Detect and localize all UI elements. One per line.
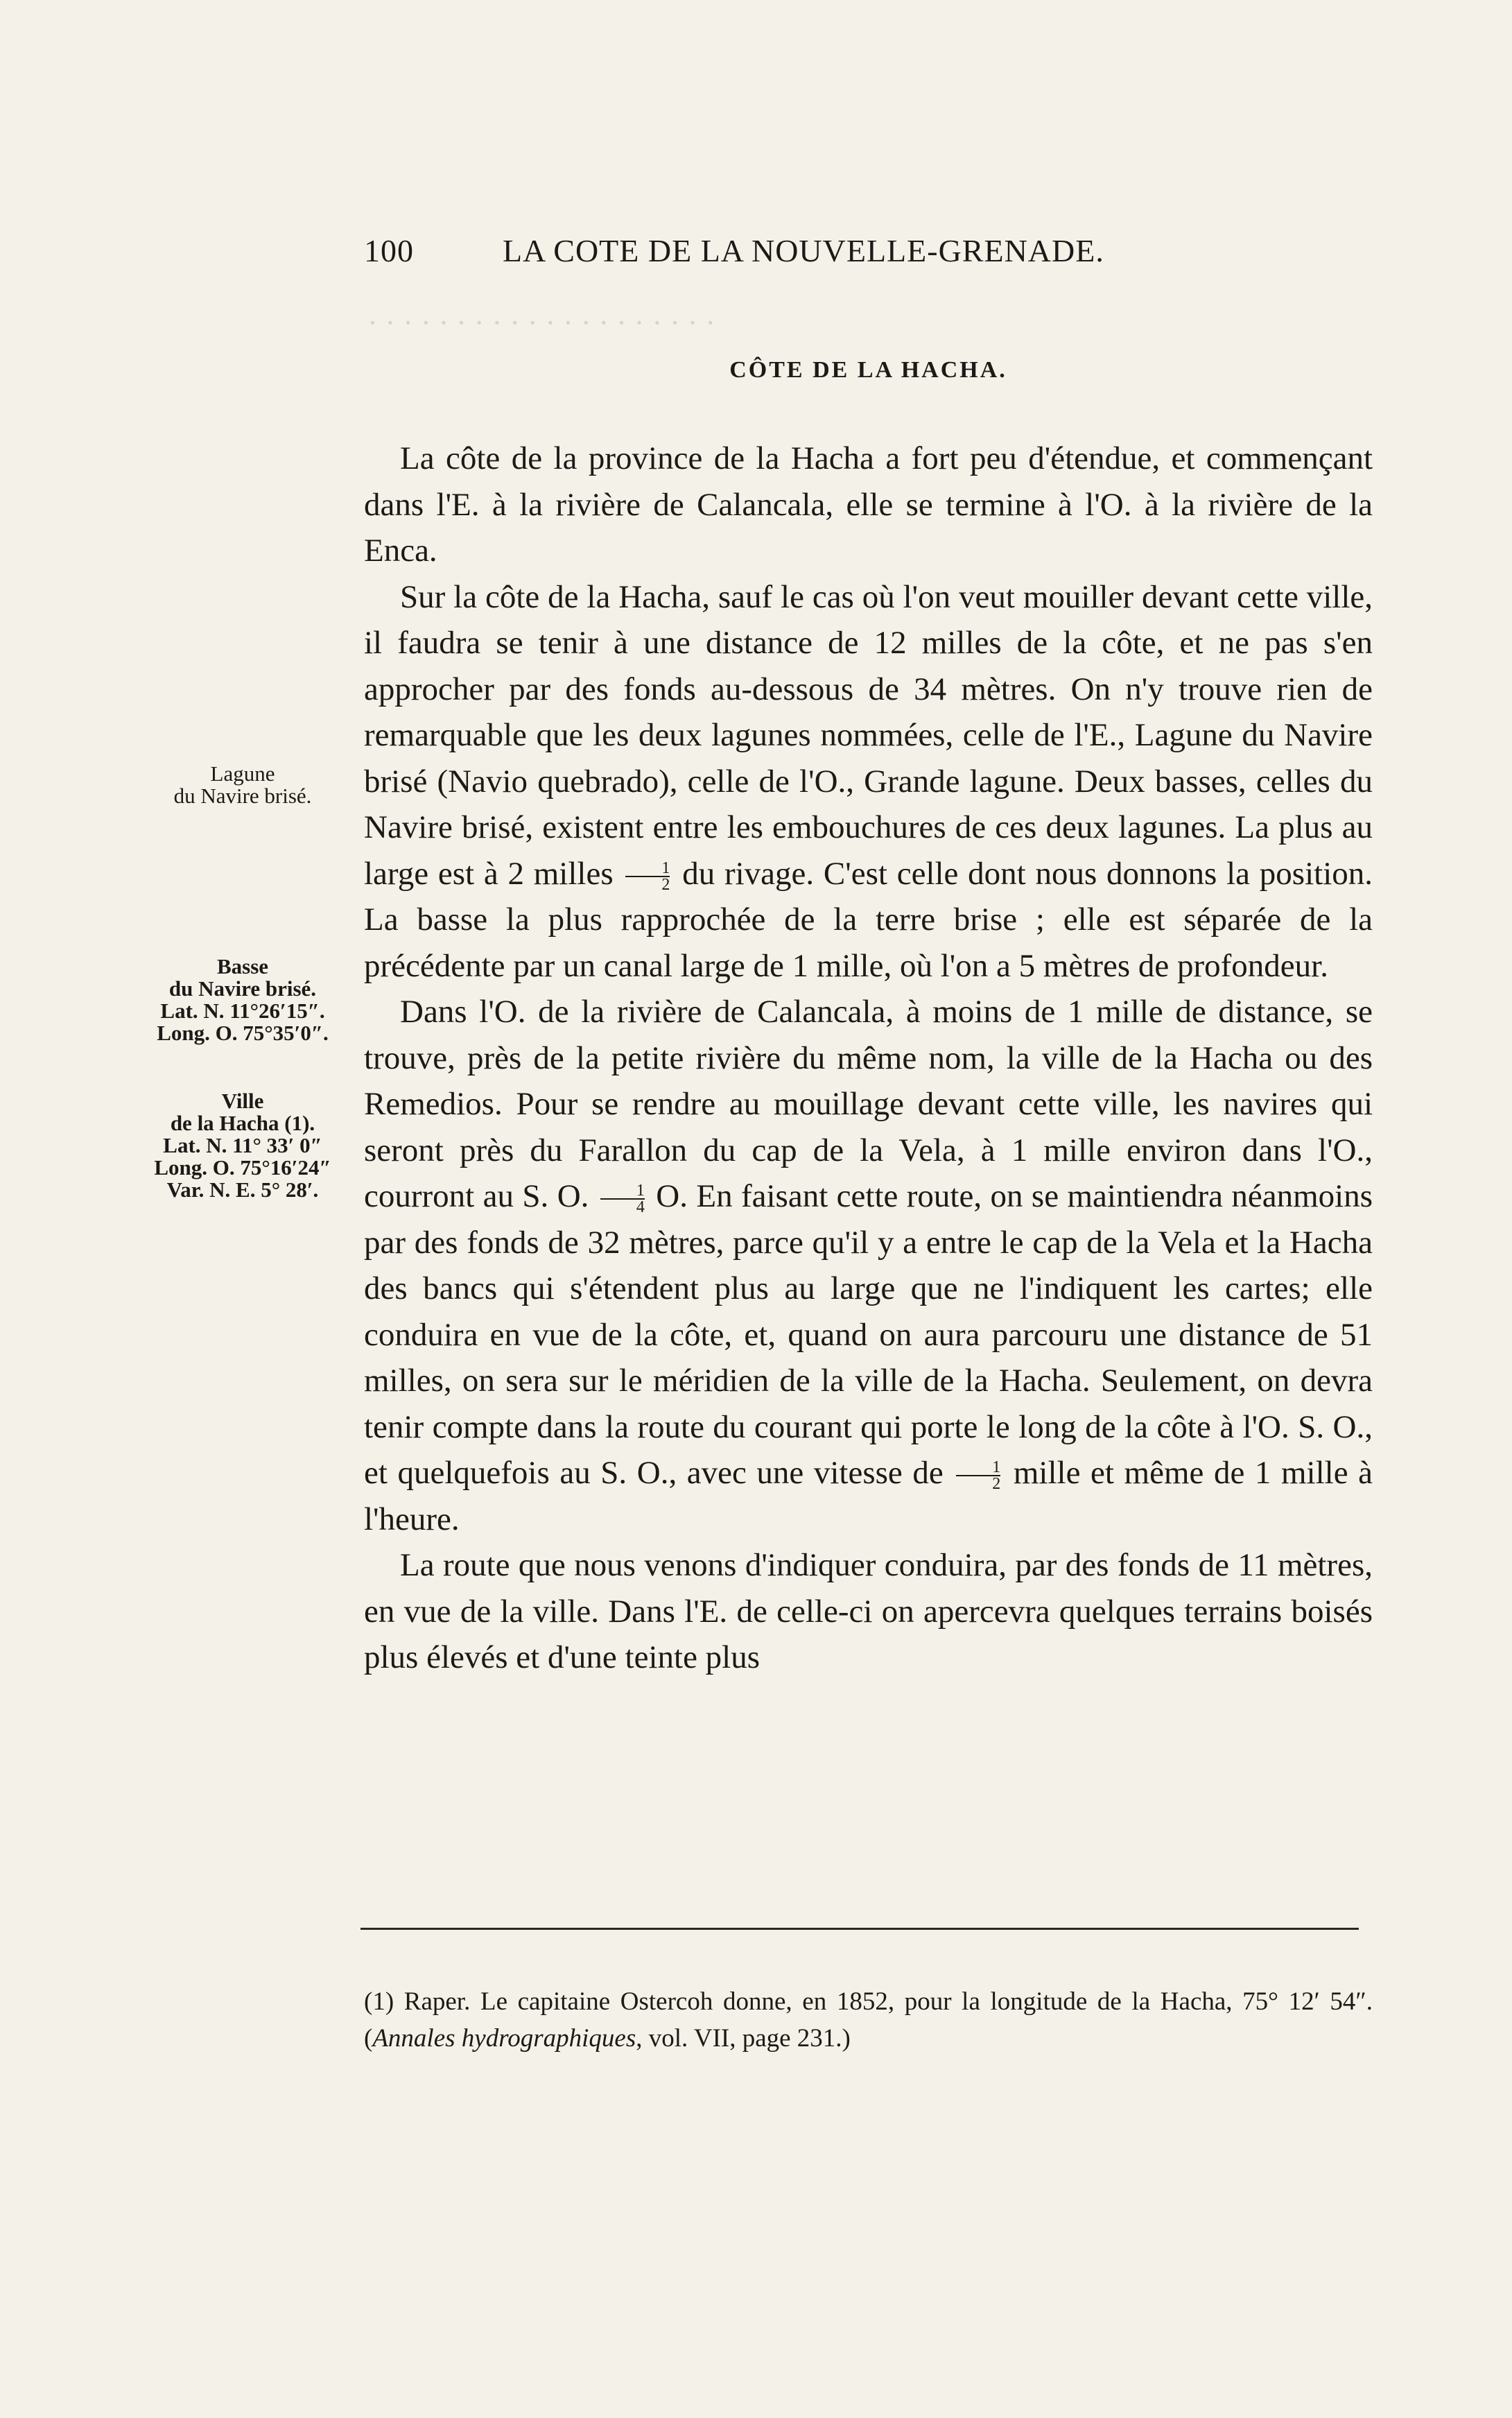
margin-note-line: Lat. N. 11°26′15″. [160,999,325,1023]
paragraph-3-part: mille et même de 1 mille à l'heure. [364,1455,1373,1537]
footnote: (1) Raper. Le capitaine Ostercoh donne, en 1852, pour la longitude de la Hacha, 75° 12′ 54″. (Annales hydrographiques, vol. VII, page 231.) [364,1987,1373,2053]
paragraph-4: La route que nous venons d'indiquer conduira, par des fonds de 11 mètres, en vue de la ville. Dans l'E. de celle-ci on apercevra quelques terrains boisés plus élevés et d'une teinte plus [364,1547,1373,1675]
margin-note-ville [125,1090,360,1201]
paragraph-3-part: Dans l'O. de la rivière de Calancala, à moins de 1 mille de distance, se trouve, près de la petite rivière du même nom, la ville de la Hacha ou des Remedios. Pour se rendre au mouillage devant cette ville, les navires qui seront près du Farallon du cap de la Vela, à 1 mille environ dans l'O., courront au S. O. [364,994,1373,1214]
margin-note-line: Lagune [210,761,275,786]
body-text [364,435,1373,1681]
margin-note-basse [125,956,360,1044]
footnote-rule [360,1928,1359,1930]
paragraph-2 [364,574,1373,990]
margin-note-line: de la Hacha (1). [170,1111,315,1135]
running-title: LA COTE DE LA NOUVELLE-GRENADE. [503,233,1104,268]
paragraph-3 [364,989,1373,1542]
fraction-numerator: 1 [625,861,670,877]
margin-note-line: Long. O. 75°35′0″. [157,1021,329,1045]
margin-note-lagune [125,763,360,807]
footnote-source: Annales hydrographiques [372,2024,636,2053]
margin-note-line: du Navire brisé. [168,976,317,1001]
fraction-denominator: 2 [661,875,670,894]
paragraph-2-part: du rivage. C'est celle dont nous donnons la position. La basse la plus rapprochée de la terre brise ; elle est séparée de la précédente par un canal large de 1 mille, où l'on a 5 mètres de profondeur. [364,855,1373,984]
fraction-numerator: 1 [600,1183,645,1200]
fraction-quarter [600,1183,645,1215]
margin-note-line: Long. O. 75°16′24″ [154,1155,331,1180]
fraction-half [956,1460,1000,1492]
paragraph-3-part: O. En faisant cette route, on se maintiendra néanmoins par des fonds de 32 mètres, parce qu'il y a entre le cap de la Vela et la Hacha des bancs qui s'étendent plus au large que ne l'indiquent les cartes; elle conduira en vue de la côte, et, quand on aura parcouru une distance de 51 milles, on sera sur le méridien de la ville de la Hacha. Seulement, on devra tenir compte dans la route du courant qui porte le long de la côte à l'O. S. O., et quelquefois au S. O., avec une vitesse de [364,1178,1373,1491]
fraction-numerator: 1 [956,1460,1000,1476]
paragraph-1: La côte de la province de la Hacha a fort peu d'étendue, et commençant dans l'E. à la rivière de Calancala, elle se termine à l'O. à la rivière de la Enca. [364,440,1373,569]
fraction-denominator: 2 [992,1475,1001,1494]
paragraph-2-part: Sur la côte de la Hacha, sauf le cas où l'on veut mouiller devant cette ville, il faudra se tenir à une distance de 12 milles de la côte, et ne pas s'en approcher par des fonds au-dessous de 34 mètres. On n'y trouve rien de remarquable que les deux lagunes nommées, celle de l'E., Lagune du Navire brisé (Navio quebrado), celle de l'O., Grande lagune. Deux basses, celles du Navire brisé, existent entre les embouchures de ces deux lagunes. La plus au large est à 2 milles [364,578,1373,892]
section-title: CÔTE DE LA HACHA. [729,357,1007,383]
fraction-half [625,858,670,894]
margin-note-line: Var. N. E. 5° 28′. [166,1177,319,1202]
margin-note-line: Basse [216,954,269,978]
running-header [364,232,1373,269]
margin-note-line: du Navire brisé. [173,784,312,808]
margin-note-line: Ville [221,1089,264,1113]
show-through-text: · · · · · · · · · · · · · · · · · · · · [367,306,716,340]
page-number: 100 [364,233,414,268]
footnote-text: (1) Raper. Le capitaine Ostercoh donne, en 1852, pour la longitude de la Hacha, 75° 12′ 54″. [364,1987,1373,2016]
fraction-denominator: 4 [636,1198,645,1217]
margin-note-line: Lat. N. 11° 33′ 0″ [163,1133,322,1157]
footnote-source-rest: , vol. VII, page 231.) [636,2024,851,2053]
